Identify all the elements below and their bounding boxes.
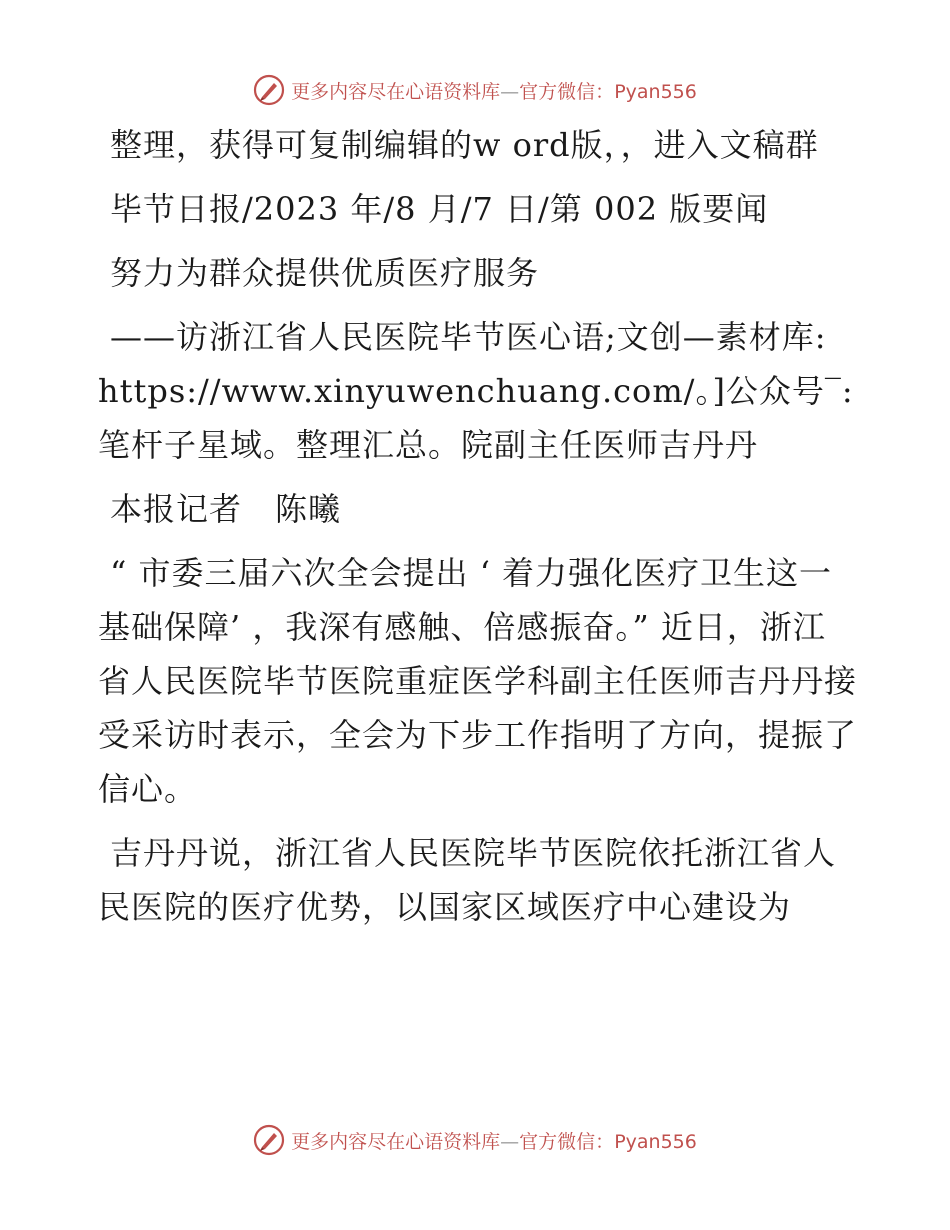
pen-logo-icon (253, 1124, 285, 1156)
intro-paragraph: 整理，获得可复制编辑的w ord版，，进入文稿群 (110, 126, 819, 164)
banner-wechat-label: 官方微信： (519, 80, 615, 103)
banner-wechat-id: Pyan556 (614, 1130, 697, 1153)
footer-banner (0, 1120, 950, 1160)
body-paragraph: 吉丹丹说，浙江省人民医院毕节医院依托浙江省人民医院的医疗优势，以国家区域医疗中心建设为 (98, 834, 837, 926)
pen-logo-icon (253, 74, 285, 106)
banner-separator: — (500, 1130, 520, 1153)
byline: 本报记者 陈曦 (110, 490, 342, 528)
subtitle: ——访浙江省人民医院毕节医心语;文创—素材库: https://www.xinyuwenchuang.com/。]公众号‾: 笔杆子星域。整理汇总。院副主任医师吉丹丹 (98, 318, 854, 464)
footer-banner-text (291, 1127, 697, 1154)
dateline: 毕节日报/2023 年/8 月/7 日/第 002 版要闻 (110, 190, 769, 228)
quote-paragraph: “ 市委三届六次全会提出 ‘ 着力强化医疗卫生这一基础保障’ ，我深有感触、倍感振奋。” 近日，浙江省人民医院毕节医院重症医学科副主任医师吉丹丹接受采访时表示，全会为下步工作指明了方向，提振了信心。 (98, 554, 858, 808)
banner-separator: — (500, 80, 520, 103)
document-body (98, 118, 858, 934)
header-banner-text (291, 77, 697, 104)
banner-wechat-id: Pyan556 (614, 80, 697, 103)
headline: 努力为群众提供优质医疗服务 (110, 254, 540, 292)
banner-wechat-label: 官方微信： (519, 1130, 615, 1153)
banner-slogan: 更多内容尽在心语资料库 (291, 80, 501, 103)
header-banner (0, 70, 950, 110)
banner-slogan: 更多内容尽在心语资料库 (291, 1130, 501, 1153)
